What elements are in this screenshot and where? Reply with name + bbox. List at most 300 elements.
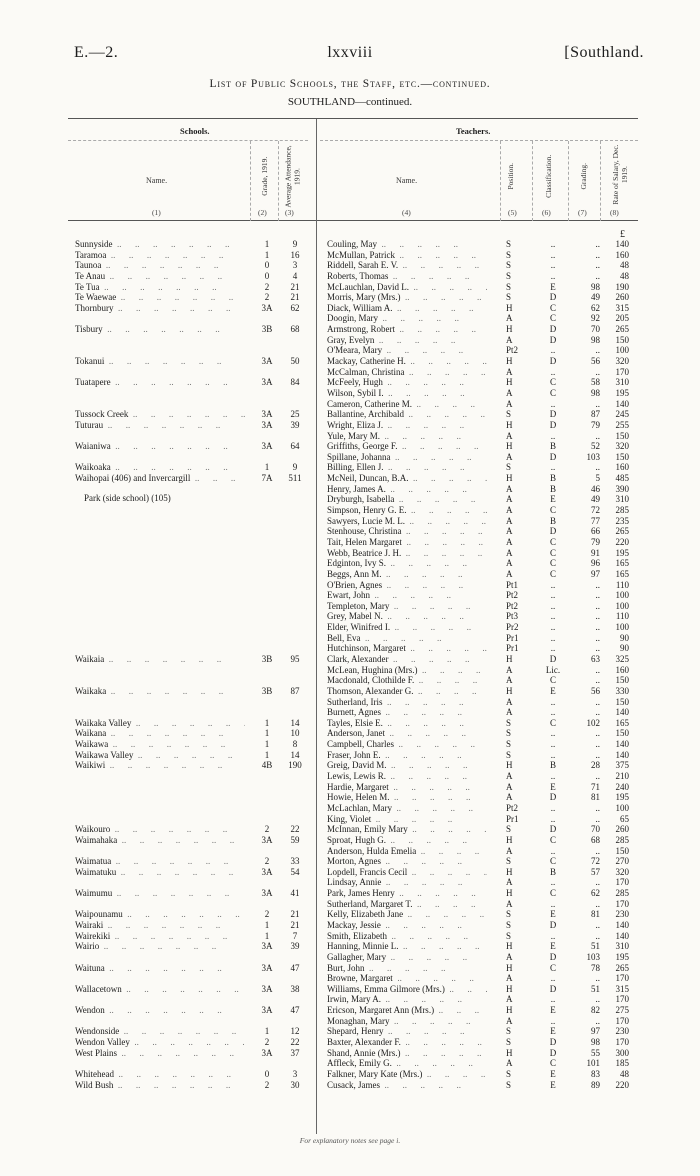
table-row: [0, 516, 700, 527]
school-name-cell: Waikiwi ..: [75, 760, 245, 771]
salary-cell: 230: [615, 909, 629, 920]
table-row: [0, 526, 700, 537]
classification-cell: ..: [550, 802, 556, 813]
salary-cell: 100: [615, 600, 629, 611]
col-divider: [600, 141, 601, 221]
teacher-name-cell: Morton, Agnes ..: [327, 856, 487, 867]
teacher-name-cell: Kelly, Elizabeth Jane ..: [327, 909, 487, 920]
classification-cell: ..: [550, 749, 556, 760]
table-row: [0, 441, 700, 452]
table-row: [0, 867, 700, 878]
classification-cell: E: [550, 1079, 556, 1090]
salary-cell: 325: [615, 653, 629, 664]
grade-cell: 0: [264, 270, 270, 281]
teacher-name-cell: Howie, Helen M. ..: [327, 792, 487, 803]
currency-unit: £: [620, 229, 625, 240]
position-cell: S: [506, 270, 512, 281]
column-number: (8): [610, 208, 619, 217]
grading-cell: ..: [595, 590, 600, 601]
classification-cell: C: [549, 387, 556, 398]
table-row: [0, 558, 700, 569]
position-cell: Pr1: [506, 643, 519, 654]
attendance-cell: 21: [290, 281, 300, 292]
teacher-name-cell: Armstrong, Robert ..: [327, 324, 487, 335]
school-name-cell: Sunnyside ..: [75, 239, 245, 250]
table-row: [0, 324, 700, 335]
table-body: [0, 239, 700, 1090]
grading-cell: ..: [595, 749, 600, 760]
classification-cell: E: [550, 494, 556, 505]
classification-cell: B: [549, 483, 556, 494]
teacher-name-cell: Stenhouse, Christina ..: [327, 526, 487, 537]
teacher-name-cell: Templeton, Mary ..: [327, 601, 487, 612]
grading-cell: ..: [595, 611, 600, 622]
grade-cell: 1: [264, 239, 270, 249]
grading-cell: 79: [591, 419, 600, 430]
grade-cell: 2: [264, 909, 270, 920]
teacher-name-cell: Riddell, Sarah E. V. ..: [327, 260, 487, 271]
salary-cell: 310: [615, 941, 629, 952]
table-row: [0, 1016, 700, 1027]
school-name-cell: Wairaki ..: [75, 920, 245, 931]
grading-cell: 98: [591, 334, 600, 345]
grading-cell: ..: [595, 462, 600, 473]
classification-cell: E: [550, 941, 556, 952]
salary-cell: 140: [615, 398, 629, 409]
salary-cell: 100: [615, 590, 629, 601]
position-cell: H: [506, 760, 513, 771]
salary-cell: 310: [615, 494, 629, 505]
salary-cell: 100: [615, 622, 629, 633]
teacher-name-cell: Bell, Eva ..: [327, 633, 487, 644]
school-name-cell: Waipounamu ..: [75, 909, 245, 920]
teacher-name-header: Name.: [396, 176, 418, 185]
classification-cell: ..: [550, 600, 556, 611]
table-row: [0, 707, 700, 718]
table-row: [0, 377, 700, 388]
school-name-cell: Te Tua ..: [75, 282, 245, 293]
salary-cell: 165: [615, 568, 629, 579]
column-number: (6): [542, 208, 551, 217]
position-cell: A: [506, 505, 513, 516]
teacher-name-cell: Ericson, Margaret Ann (Mrs.) ..: [327, 1005, 487, 1016]
attendance-cell: 9: [292, 239, 298, 249]
table-row: [0, 920, 700, 931]
school-name-cell: Waianiwa ..: [75, 441, 245, 452]
classification-cell: ..: [550, 696, 556, 707]
school-name-cell: Wairekiki ..: [75, 931, 245, 942]
col-divider: [278, 141, 279, 221]
classification-cell: E: [550, 281, 556, 292]
grade-cell: 3A: [261, 302, 273, 313]
teacher-name-cell: Lopdell, Francis Cecil ..: [327, 867, 487, 878]
school-name-cell: Tuatapere ..: [75, 377, 245, 388]
teacher-name-cell: Williams, Emma Gilmore (Mrs.) ..: [327, 984, 487, 995]
grading-cell: 52: [591, 441, 600, 452]
grade-cell: 4B: [261, 760, 273, 771]
teacher-name-cell: Couling, May ..: [327, 239, 487, 250]
position-cell: H: [506, 653, 513, 664]
classification-cell: ..: [550, 590, 556, 601]
classification-cell: C: [549, 558, 556, 569]
teacher-name-cell: Tayles, Elsie E. ..: [327, 718, 487, 729]
grading-cell: ..: [595, 930, 600, 941]
grade-cell: 3A: [261, 888, 273, 899]
grading-cell: 70: [591, 824, 600, 835]
grade-cell: 3A: [261, 962, 273, 973]
classification-cell: D: [549, 983, 557, 994]
attendance-cell: 4: [292, 270, 298, 281]
school-name-cell: Tussock Creek ..: [75, 409, 245, 420]
column-number: (2): [258, 208, 267, 217]
grade-cell: 3A: [261, 866, 273, 877]
classification-cell: D: [549, 951, 557, 962]
attendance-header: Average Attendance, 1919.: [283, 145, 301, 208]
grading-cell: ..: [595, 739, 600, 750]
teacher-name-cell: Griffiths, George F. ..: [327, 441, 487, 452]
teacher-name-cell: Burnett, Agnes ..: [327, 707, 487, 718]
grading-cell: ..: [595, 728, 600, 739]
table-row: [0, 1058, 700, 1069]
grading-cell: 62: [591, 888, 600, 899]
table-row: [0, 473, 700, 484]
position-cell: S: [506, 462, 512, 473]
position-cell: A: [506, 792, 513, 803]
salary-cell: 260: [615, 292, 629, 303]
salary-cell: 275: [615, 1005, 629, 1016]
teacher-name-cell: Campbell, Charles ..: [327, 739, 487, 750]
col-divider: [568, 141, 569, 221]
grade-cell: 1: [264, 717, 270, 728]
grading-cell: ..: [595, 600, 600, 611]
salary-cell: 195: [615, 951, 629, 962]
classification-cell: ..: [550, 270, 556, 281]
salary-cell: 195: [615, 792, 629, 803]
salary-cell: 330: [615, 685, 629, 696]
teacher-name-cell: Cusack, James ..: [327, 1080, 487, 1091]
table-row: [0, 580, 700, 591]
grading-cell: 46: [591, 483, 600, 494]
grading-cell: ..: [595, 845, 600, 856]
teacher-name-cell: McInnan, Emily Mary ..: [327, 824, 487, 835]
school-name-cell: Taunoa ..: [75, 260, 245, 271]
teacher-name-cell: Doogin, Mary ..: [327, 313, 487, 324]
grade-cell: 3A: [261, 409, 273, 420]
grading-cell: 79: [591, 536, 600, 547]
classification-cell: D: [549, 1047, 557, 1058]
salary-cell: 110: [615, 611, 629, 622]
teacher-name-cell: Wright, Eliza J. ..: [327, 420, 487, 431]
grade-cell: 1: [264, 462, 270, 473]
header-left: E.—2.: [74, 44, 119, 61]
table-row: [0, 537, 700, 548]
classification-cell: D: [549, 792, 557, 803]
school-name-cell: Wendonside ..: [75, 1026, 245, 1037]
position-cell: A: [506, 334, 513, 345]
teacher-name-cell: McNeil, Duncan, B.A. ..: [327, 473, 487, 484]
salary-cell: 220: [615, 536, 629, 547]
attendance-cell: 3: [292, 1068, 298, 1079]
classification-cell: ..: [550, 739, 556, 750]
teacher-name-cell: Shepard, Henry ..: [327, 1026, 487, 1037]
column-number: (3): [285, 208, 294, 217]
classification-cell: C: [549, 856, 556, 867]
teacher-name-cell: Tait, Helen Margaret ..: [327, 537, 487, 548]
salary-cell: 150: [615, 845, 629, 856]
classification-cell: D: [549, 292, 557, 303]
table-row: [0, 718, 700, 729]
table-row: [0, 728, 700, 739]
grading-cell: 51: [591, 983, 600, 994]
table-row: [0, 611, 700, 622]
table-row: [0, 643, 700, 654]
school-name-cell: Wallacetown ..: [75, 984, 245, 995]
classification-cell: D: [549, 324, 557, 335]
grade-cell: 3B: [261, 685, 273, 696]
grading-cell: 28: [591, 760, 600, 771]
attendance-cell: 12: [290, 1026, 300, 1037]
teacher-name-cell: McFeely, Hugh ..: [327, 377, 487, 388]
school-name-cell: Waikaia ..: [75, 654, 245, 665]
school-name-cell: Te Waewae ..: [75, 292, 245, 303]
table-row: [0, 633, 700, 644]
classification-cell: C: [549, 834, 556, 845]
classification-cell: C: [549, 717, 556, 728]
salary-cell: 315: [615, 302, 629, 313]
classification-cell: ..: [550, 643, 556, 654]
teacher-name-cell: Anderson, Janet ..: [327, 728, 487, 739]
salary-cell: 48: [620, 260, 629, 271]
grading-cell: ..: [595, 664, 600, 675]
table-row: [0, 899, 700, 910]
teacher-name-cell: Cameron, Catherine M. ..: [327, 399, 487, 410]
table-row: [0, 431, 700, 442]
table-row: [0, 622, 700, 633]
school-name-cell: West Plains ..: [75, 1048, 245, 1059]
attendance-cell: 64: [290, 441, 300, 452]
column-number: (1): [152, 208, 161, 217]
teachers-group-rule: [320, 140, 638, 141]
table-row: [0, 303, 700, 314]
grade-cell: 3A: [261, 834, 273, 845]
teacher-name-cell: Shand, Annie (Mrs.) ..: [327, 1048, 487, 1059]
teacher-name-cell: Lindsay, Annie ..: [327, 877, 487, 888]
table-row: [0, 1048, 700, 1059]
attendance-cell: 62: [290, 302, 300, 313]
grading-cell: 81: [591, 909, 600, 920]
classification-cell: C: [549, 547, 556, 558]
teacher-name-cell: Hanning, Minnie L. ..: [327, 941, 487, 952]
position-cell: S: [506, 260, 512, 271]
school-name-cell: Waikaka Valley ..: [75, 718, 245, 729]
grading-cell: ..: [595, 707, 600, 718]
salary-cell: 160: [615, 249, 629, 260]
table-row: [0, 367, 700, 378]
teacher-name-cell: Fraser, John E. ..: [327, 750, 487, 761]
table-row: [0, 877, 700, 888]
salary-cell: 140: [615, 707, 629, 718]
classification-cell: C: [549, 568, 556, 579]
position-cell: S: [506, 728, 512, 739]
attendance-cell: 33: [290, 856, 300, 867]
classification-cell: C: [549, 962, 556, 973]
teacher-name-cell: Wilson, Sybil I. ..: [327, 388, 487, 399]
grade-cell: 3A: [261, 1005, 273, 1016]
classification-cell: ..: [550, 345, 556, 356]
salary-cell: 170: [615, 366, 629, 377]
table-row: [0, 824, 700, 835]
salary-cell: 245: [615, 409, 629, 420]
salary-cell: 220: [615, 1079, 629, 1090]
position-cell: A: [506, 430, 513, 441]
school-name-cell: Wendon ..: [75, 1005, 245, 1016]
grading-cell: 101: [586, 1058, 600, 1069]
teacher-name-cell: Affleck, Emily G. ..: [327, 1058, 487, 1069]
grading-cell: 68: [591, 834, 600, 845]
salary-cell: 195: [615, 387, 629, 398]
position-cell: H: [506, 834, 513, 845]
table-row: [0, 665, 700, 676]
table-row: [0, 345, 700, 356]
position-cell: A: [506, 781, 513, 792]
school-name-cell: Whitehead ..: [75, 1069, 245, 1080]
table-row: [0, 590, 700, 601]
schools-group-rule: [68, 140, 308, 141]
table-row: [0, 388, 700, 399]
teachers-group-heading: Teachers.: [456, 126, 491, 136]
grade-cell: 1: [264, 728, 270, 739]
schools-group-heading: Schools.: [180, 126, 210, 136]
position-cell: Pr1: [506, 813, 519, 824]
teacher-name-cell: Macdonald, Clothilde F. ..: [327, 675, 487, 686]
table-row: [0, 803, 700, 814]
grading-cell: 102: [586, 717, 600, 728]
teacher-name-cell: Thomson, Alexander G. ..: [327, 686, 487, 697]
teacher-name-cell: Roberts, Thomas ..: [327, 271, 487, 282]
salary-cell: 170: [615, 973, 629, 984]
attendance-cell: 54: [290, 866, 300, 877]
position-cell: H: [506, 983, 513, 994]
table-row: [0, 1005, 700, 1016]
salary-cell: 270: [615, 856, 629, 867]
position-cell: A: [506, 568, 513, 579]
grading-cell: 71: [591, 781, 600, 792]
grading-cell: ..: [595, 398, 600, 409]
attendance-cell: 8: [292, 739, 298, 750]
salary-cell: 230: [615, 1026, 629, 1037]
teacher-name-cell: Clark, Alexander ..: [327, 654, 487, 665]
table-row: [0, 675, 700, 686]
grading-cell: ..: [595, 1015, 600, 1026]
classification-cell: C: [549, 675, 556, 686]
school-name-cell: Waihopai (406) and Invercargill ..: [75, 473, 245, 484]
salary-cell: 285: [615, 505, 629, 516]
classification-cell: ..: [550, 260, 556, 271]
attendance-cell: 22: [290, 1037, 300, 1048]
grade-cell: 2: [264, 824, 270, 835]
col-divider: [250, 141, 251, 221]
classification-cell: ..: [550, 728, 556, 739]
salary-cell: 240: [615, 781, 629, 792]
grading-cell: 49: [591, 494, 600, 505]
grading-cell: ..: [595, 696, 600, 707]
salary-cell: 300: [615, 1047, 629, 1058]
grade-cell: 1: [264, 749, 270, 760]
table-row: [0, 399, 700, 410]
position-cell: A: [506, 951, 513, 962]
grading-cell: 103: [586, 951, 600, 962]
position-cell: S: [506, 717, 512, 728]
column-number: (5): [508, 208, 517, 217]
teacher-name-cell: Hardie, Margaret ..: [327, 782, 487, 793]
position-cell: Pt1: [506, 579, 519, 590]
salary-cell: 48: [620, 270, 629, 281]
attendance-cell: 9: [292, 462, 298, 473]
position-cell: H: [506, 473, 513, 484]
school-name-cell: Wild Bush ..: [75, 1080, 245, 1091]
teacher-name-cell: King, Violet ..: [327, 814, 487, 825]
grade-cell: 2: [264, 281, 270, 292]
table-row: [0, 814, 700, 825]
classification-cell: Lic.: [545, 664, 561, 675]
attendance-cell: 511: [288, 473, 302, 484]
grading-cell: ..: [595, 643, 600, 654]
grading-cell: ..: [595, 622, 600, 633]
position-cell: A: [506, 973, 513, 984]
salary-cell: 140: [615, 739, 629, 750]
grade-cell: 3A: [261, 983, 273, 994]
school-name-cell: Tuturau ..: [75, 420, 245, 431]
table-row: [0, 792, 700, 803]
table-row: [0, 356, 700, 367]
classification-cell: D: [549, 526, 557, 537]
attendance-cell: 87: [290, 685, 300, 696]
attendance-cell: 47: [290, 1005, 300, 1016]
salary-cell: 150: [615, 696, 629, 707]
classification-cell: ..: [550, 611, 556, 622]
grade-cell: 1: [264, 249, 270, 260]
attendance-cell: 7: [292, 930, 298, 941]
salary-cell: 285: [615, 888, 629, 899]
school-name-cell: Te Anau ..: [75, 271, 245, 282]
position-cell: H: [506, 1005, 513, 1016]
attendance-cell: 68: [290, 324, 300, 335]
school-name-cell: Wairio ..: [75, 941, 245, 952]
salary-cell: 170: [615, 898, 629, 909]
classification-cell: ..: [550, 632, 556, 643]
position-cell: Pt2: [506, 345, 519, 356]
salary-cell: 100: [615, 802, 629, 813]
classification-cell: B: [549, 866, 556, 877]
classification-cell: D: [549, 419, 557, 430]
position-cell: A: [506, 366, 513, 377]
salary-header: Rate of Salary, Dec. 1919.: [611, 144, 629, 205]
teacher-name-cell: Smith, Elizabeth ..: [327, 931, 487, 942]
classification-cell: D: [549, 1037, 557, 1048]
header-right: [Southland.: [564, 44, 644, 61]
grade-cell: 0: [264, 260, 270, 271]
grading-cell: 96: [591, 558, 600, 569]
column-number: (7): [578, 208, 587, 217]
grading-cell: 97: [591, 1026, 600, 1037]
grade-cell: 1: [264, 920, 270, 930]
table-row: [0, 601, 700, 612]
school-name-cell: Waimahaka ..: [75, 835, 245, 846]
school-name-cell: Waituna ..: [75, 963, 245, 974]
teacher-name-cell: Sutherland, Iris ..: [327, 697, 487, 708]
teacher-name-cell: Simpson, Henry G. E. ..: [327, 505, 487, 516]
table-row: [0, 931, 700, 942]
